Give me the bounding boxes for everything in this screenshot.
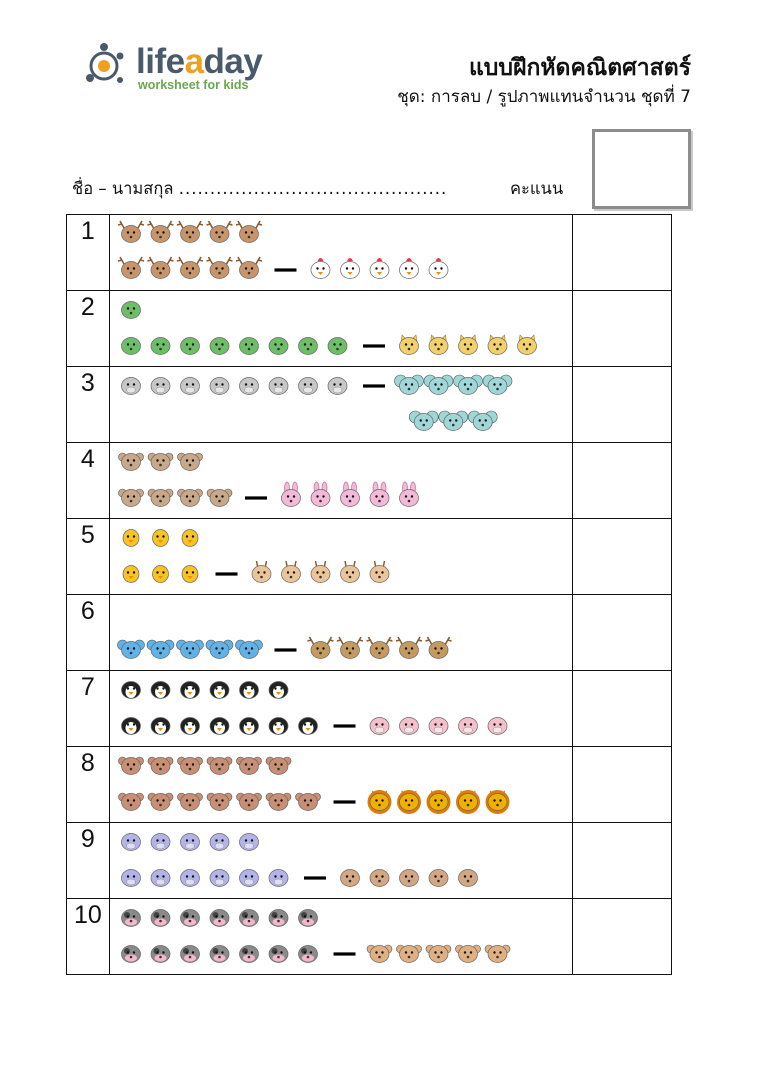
bear-icon: [426, 945, 451, 963]
problem-picture-cell: [109, 671, 572, 747]
pig-icon: [429, 718, 448, 735]
monkey-icon: [148, 793, 173, 811]
frog-icon: [298, 338, 317, 355]
cat-icon: [488, 335, 507, 355]
hippo-icon: [210, 378, 229, 395]
deer-icon: [177, 221, 203, 243]
hippo-icon: [180, 378, 199, 395]
frog-icon: [328, 338, 347, 355]
elephant-icon: [409, 411, 438, 431]
answer-cell[interactable]: [572, 899, 671, 975]
problem-row: [67, 823, 672, 899]
rabbit-icon: [281, 482, 300, 507]
penguin-icon: [239, 682, 258, 699]
problem-number-cell: [67, 595, 110, 671]
problem-picture-cell: [109, 899, 572, 975]
elephant-icon: [453, 375, 482, 395]
koala-icon: [148, 453, 173, 471]
minus-sign: [245, 496, 267, 499]
duck-icon: [152, 566, 168, 583]
walrus-icon: [370, 870, 389, 887]
problem-picture-cell: [109, 291, 572, 367]
answer-cell[interactable]: [572, 823, 671, 899]
penguin-icon: [298, 718, 317, 735]
cat-icon: [517, 335, 536, 355]
cow-icon: [298, 946, 317, 963]
minus-sign: [333, 952, 355, 955]
picture-subtraction: [110, 291, 572, 364]
hippo-icon: [151, 834, 170, 851]
monkey-icon: [236, 793, 261, 811]
hippo-icon: [269, 378, 288, 395]
hippo-icon: [328, 378, 347, 395]
problem-number-cell: [67, 747, 110, 823]
picture-subtraction: [110, 747, 572, 820]
logo-tagline: worksheet for kids: [138, 78, 249, 92]
cow-icon: [210, 910, 229, 927]
koala-icon: [148, 489, 173, 507]
cow-icon: [151, 946, 170, 963]
rabbit-icon: [370, 482, 389, 507]
minus-sign: [333, 724, 355, 727]
lion-icon: [485, 790, 509, 814]
penguin-icon: [210, 718, 229, 735]
cow-icon: [269, 910, 288, 927]
problem-number: 10: [73, 901, 102, 929]
problem-table: [66, 214, 672, 975]
penguin-icon: [269, 718, 288, 735]
name-dotted-line[interactable]: ...........................................: [178, 179, 448, 198]
hippo-icon: [180, 834, 199, 851]
duck-icon: [123, 530, 139, 547]
elephant-icon: [438, 411, 467, 431]
deer-icon: [337, 637, 363, 659]
deer-icon: [147, 221, 173, 243]
picture-subtraction: [110, 899, 572, 972]
problem-number: 4: [80, 445, 95, 473]
picture-subtraction: [110, 595, 572, 668]
cow-icon: [121, 910, 140, 927]
problem-row: [67, 671, 672, 747]
problem-row: [67, 291, 672, 367]
problem-number: 5: [80, 521, 95, 549]
hippo-icon: [121, 378, 140, 395]
minus-sign: [274, 268, 296, 271]
deer-icon: [118, 221, 144, 243]
cow-icon: [210, 946, 229, 963]
frog-icon: [269, 338, 288, 355]
hippo-icon: [121, 834, 140, 851]
mouse-icon: [235, 640, 262, 659]
cow-icon: [239, 946, 258, 963]
problem-picture-cell: [109, 443, 572, 519]
giraffe-icon: [252, 561, 271, 583]
hippo-icon: [298, 378, 317, 395]
frog-icon: [151, 338, 170, 355]
elephant-icon: [468, 411, 497, 431]
penguin-icon: [180, 718, 199, 735]
pig-icon: [399, 718, 418, 735]
frog-icon: [239, 338, 258, 355]
problem-number-cell: [67, 899, 110, 975]
problem-picture-cell: [109, 595, 572, 671]
problem-picture-cell: [109, 519, 572, 595]
problem-row: [67, 595, 672, 671]
deer-icon: [147, 257, 173, 279]
lion-icon: [397, 790, 421, 814]
hippo-icon: [151, 870, 170, 887]
deer-icon: [177, 257, 203, 279]
penguin-icon: [121, 718, 140, 735]
chicken-icon: [399, 258, 418, 279]
rabbit-icon: [311, 482, 330, 507]
penguin-icon: [210, 682, 229, 699]
problem-number-cell: [67, 671, 110, 747]
hippo-icon: [180, 870, 199, 887]
deer-icon: [118, 257, 144, 279]
answer-cell[interactable]: [572, 671, 671, 747]
deer-icon: [206, 257, 232, 279]
elephant-icon: [483, 375, 512, 395]
picture-subtraction: [110, 443, 572, 516]
monkey-icon: [148, 757, 173, 775]
problem-row: [67, 899, 672, 975]
answer-cell[interactable]: [572, 367, 671, 443]
problem-number-cell: [67, 519, 110, 595]
mouse-icon: [117, 640, 144, 659]
koala-icon: [118, 453, 143, 471]
deer-icon: [307, 637, 333, 659]
answer-cell[interactable]: [572, 747, 671, 823]
problem-row: [67, 747, 672, 823]
bear-icon: [396, 945, 421, 963]
hippo-icon: [210, 870, 229, 887]
monkey-icon: [295, 793, 320, 811]
picture-subtraction: [110, 823, 572, 896]
answer-cell[interactable]: [572, 443, 671, 519]
cow-icon: [121, 946, 140, 963]
monkey-icon: [266, 793, 291, 811]
problem-picture-cell: [109, 215, 572, 291]
chicken-icon: [370, 258, 389, 279]
cat-icon: [429, 335, 448, 355]
answer-cell[interactable]: [572, 215, 671, 291]
problem-picture-cell: [109, 747, 572, 823]
chicken-icon: [311, 258, 330, 279]
duck-icon: [182, 566, 198, 583]
problem-number-cell: [67, 291, 110, 367]
hippo-icon: [239, 834, 258, 851]
penguin-icon: [239, 718, 258, 735]
cow-icon: [180, 910, 199, 927]
frog-icon: [180, 338, 199, 355]
mouse-icon: [147, 640, 174, 659]
penguin-icon: [151, 682, 170, 699]
frog-icon: [121, 338, 140, 355]
problem-number-cell: [67, 443, 110, 519]
picture-subtraction: [110, 519, 572, 592]
monkey-icon: [118, 793, 143, 811]
mouse-icon: [206, 640, 233, 659]
deer-icon: [425, 637, 451, 659]
walrus-icon: [429, 870, 448, 887]
elephant-icon: [424, 375, 453, 395]
problem-picture-cell: [109, 823, 572, 899]
minus-sign: [274, 648, 296, 651]
cow-icon: [239, 910, 258, 927]
bear-icon: [455, 945, 480, 963]
lion-icon: [456, 790, 480, 814]
problem-row: [67, 519, 672, 595]
lion-icon: [367, 790, 391, 814]
problem-number: 3: [80, 369, 95, 397]
logo-molecule-icon: [82, 40, 134, 92]
minus-sign: [304, 876, 326, 879]
giraffe-icon: [370, 561, 389, 583]
penguin-icon: [121, 682, 140, 699]
koala-icon: [118, 489, 143, 507]
problem-row: [67, 215, 672, 291]
minus-sign: [363, 344, 385, 347]
picture-subtraction: [110, 367, 572, 440]
rabbit-icon: [399, 482, 418, 507]
chicken-icon: [429, 258, 448, 279]
mouse-icon: [176, 640, 203, 659]
hippo-icon: [210, 834, 229, 851]
hippo-icon: [239, 378, 258, 395]
deer-icon: [236, 221, 262, 243]
hippo-icon: [239, 870, 258, 887]
monkey-icon: [177, 793, 202, 811]
problem-number: 2: [80, 293, 95, 321]
problem-number: 7: [80, 673, 95, 701]
monkey-icon: [207, 757, 232, 775]
penguin-icon: [269, 682, 288, 699]
cow-icon: [269, 946, 288, 963]
minus-sign: [363, 384, 385, 387]
answer-cell[interactable]: [572, 519, 671, 595]
worksheet-title: แบบฝึกหัดคณิตศาสตร์: [468, 55, 691, 81]
brand-logo: [82, 40, 272, 95]
student-name-field[interactable]: [72, 176, 447, 202]
rabbit-icon: [340, 482, 359, 507]
logo-wordmark: lifeaday: [136, 42, 263, 81]
cat-icon: [399, 335, 418, 355]
duck-icon: [152, 530, 168, 547]
problem-row: [67, 443, 672, 519]
lion-icon: [426, 790, 450, 814]
walrus-icon: [399, 870, 418, 887]
pig-icon: [458, 718, 477, 735]
problem-number: 6: [80, 597, 95, 625]
picture-subtraction: [110, 215, 572, 288]
frog-icon: [121, 302, 140, 319]
elephant-icon: [394, 375, 423, 395]
problem-number: 9: [80, 825, 95, 853]
giraffe-icon: [311, 561, 330, 583]
problem-number-cell: [67, 215, 110, 291]
koala-icon: [177, 453, 202, 471]
score-box[interactable]: [592, 129, 691, 209]
bear-icon: [485, 945, 510, 963]
deer-icon: [396, 637, 422, 659]
picture-subtraction: [110, 671, 572, 744]
frog-icon: [210, 338, 229, 355]
bear-icon: [367, 945, 392, 963]
monkey-icon: [207, 793, 232, 811]
walrus-icon: [340, 870, 359, 887]
problem-number-cell: [67, 367, 110, 443]
cow-icon: [151, 910, 170, 927]
giraffe-icon: [340, 561, 359, 583]
duck-icon: [182, 530, 198, 547]
monkey-icon: [118, 757, 143, 775]
walrus-icon: [458, 870, 477, 887]
minus-sign: [333, 800, 355, 803]
score-label: คะแนน: [510, 179, 564, 198]
minus-sign: [215, 572, 237, 575]
problem-picture-cell: [109, 367, 572, 443]
penguin-icon: [151, 718, 170, 735]
problem-number-cell: [67, 823, 110, 899]
hippo-icon: [121, 870, 140, 887]
answer-cell[interactable]: [572, 291, 671, 367]
hippo-icon: [151, 378, 170, 395]
cat-icon: [458, 335, 477, 355]
pig-icon: [370, 718, 389, 735]
giraffe-icon: [281, 561, 300, 583]
problem-row: [67, 367, 672, 443]
koala-icon: [207, 489, 232, 507]
problem-number: 8: [80, 749, 95, 777]
problem-number: 1: [80, 217, 95, 245]
answer-cell[interactable]: [572, 595, 671, 671]
cow-icon: [180, 946, 199, 963]
deer-icon: [236, 257, 262, 279]
monkey-icon: [177, 757, 202, 775]
duck-icon: [123, 566, 139, 583]
cow-icon: [298, 910, 317, 927]
monkey-icon: [266, 757, 291, 775]
penguin-icon: [180, 682, 199, 699]
worksheet-subtitle: ชุด: การลบ / รูปภาพแทนจำนวน ชุดที่ 7: [397, 87, 691, 107]
name-label: ชื่อ – นามสกุล: [72, 179, 174, 198]
pig-icon: [488, 718, 507, 735]
deer-icon: [206, 221, 232, 243]
monkey-icon: [236, 757, 261, 775]
chicken-icon: [340, 258, 359, 279]
deer-icon: [366, 637, 392, 659]
hippo-icon: [269, 870, 288, 887]
koala-icon: [177, 489, 202, 507]
